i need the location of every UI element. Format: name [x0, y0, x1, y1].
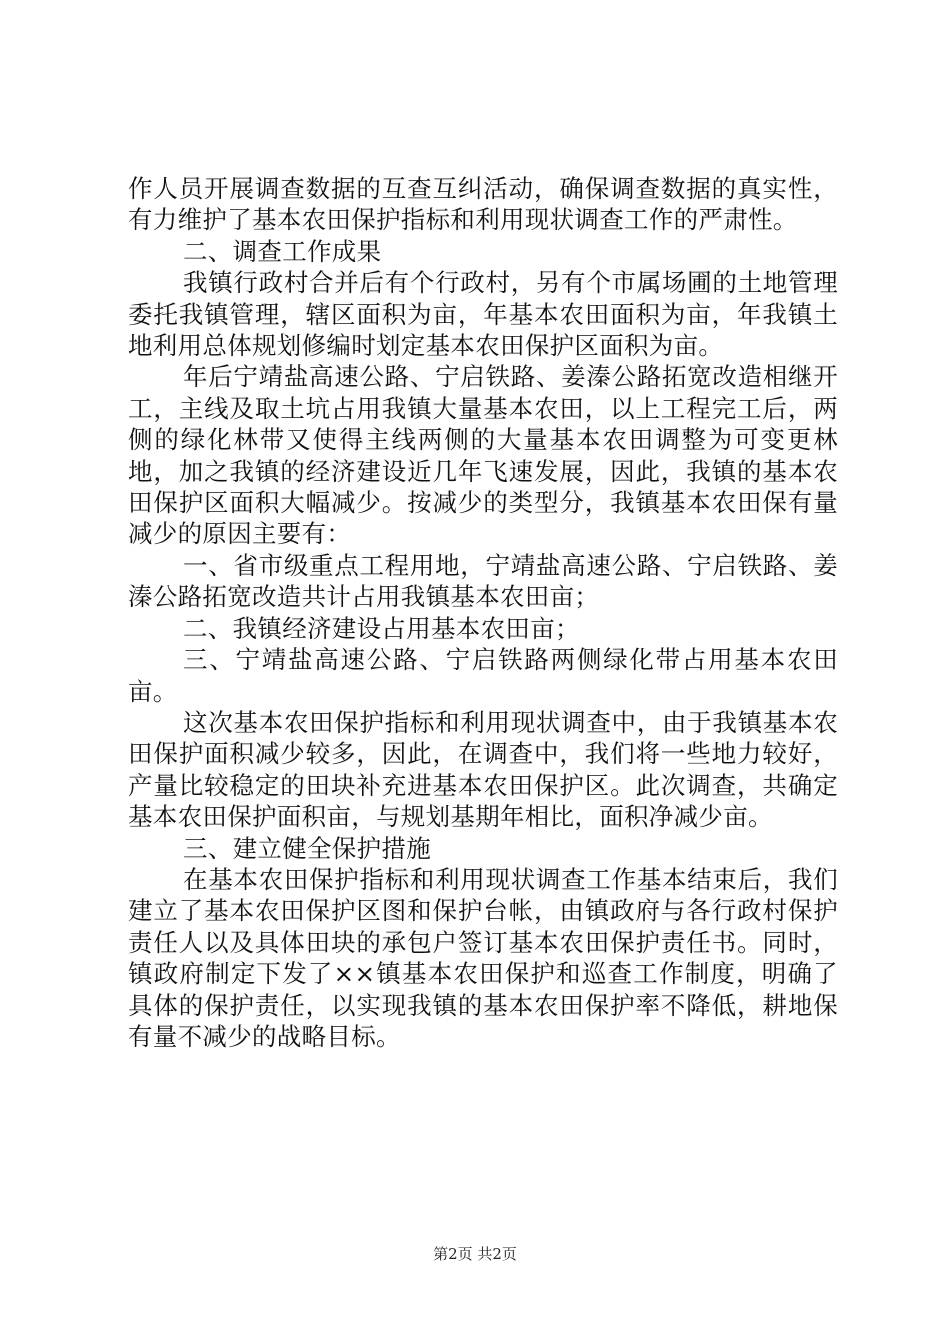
paragraph-farmland-reduction: 年后宁靖盐高速公路、宁启铁路、姜溱公路拓宽改造相继开工，主线及取土坑占用我镇大量基本农田，以上工程完工后，两侧的绿化林带又使得主线两侧的大量基本农田调整为可变更林地，加之我镇的经济建设近几年飞速发展，因此，我镇的基本农田保护区面积大幅减少。按减少的类型分，我镇基本农田保有量减少的原因主要有：	[128, 362, 838, 549]
page-footer: 第2页 共2页	[433, 1245, 517, 1263]
list-item-reason-3: 三、宁靖盐高速公路、宁启铁路两侧绿化带占用基本农田亩。	[128, 645, 838, 706]
section-heading-results: 二、调查工作成果	[183, 236, 382, 266]
list-item-reason-2: 二、我镇经济建设占用基本农田亩；	[183, 613, 580, 643]
paragraph-protection-measures: 在基本农田保护指标和利用现状调查工作基本结束后，我们建立了基本农田保护区图和保护台帐，由镇政府与各行政村保护责任人以及具体田块的承包户签订基本农田保护责任书。同时，镇政府制定下发了××镇基本农田保护和巡查工作制度，明确了具体的保护责任，以实现我镇的基本农田保护率不降低，耕地保有量不减少的战略目标。	[128, 864, 838, 1051]
paragraph-village-overview: 我镇行政村合并后有个行政村，另有个市属场圃的土地管理委托我镇管理，辖区面积为亩，年基本农田面积为亩，年我镇土地利用总体规划修编时划定基本农田保护区面积为亩。	[128, 268, 838, 361]
paragraph-survey-result: 这次基本农田保护指标和利用现状调查中，由于我镇基本农田保护面积减少较多，因此，在调查中，我们将一些地力较好，产量比较稳定的田块补充进基本农田保护区。此次调查，共确定基本农田保护面积亩，与规划基期年相比，面积净减少亩。	[128, 707, 838, 832]
section-heading-measures: 三、建立健全保护措施	[183, 833, 431, 863]
document-body	[128, 173, 838, 1052]
paragraph-continuation: 作人员开展调查数据的互查互纠活动，确保调查数据的真实性，有力维护了基本农田保护指标和利用现状调查工作的严肃性。	[128, 174, 838, 235]
list-item-reason-1: 一、省市级重点工程用地，宁靖盐高速公路、宁启铁路、姜溱公路拓宽改造共计占用我镇基本农田亩；	[128, 550, 838, 612]
